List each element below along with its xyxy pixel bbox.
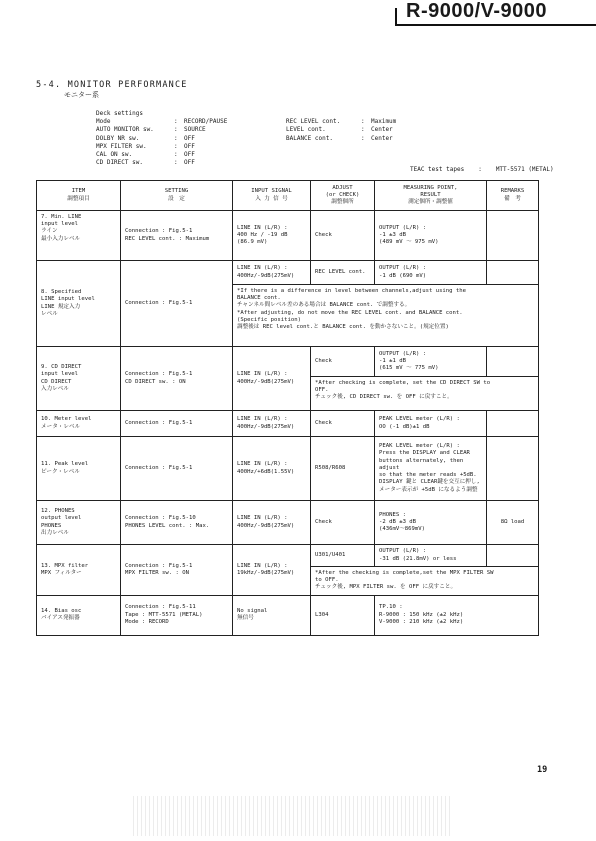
adjust-cell: R508/R608 (311, 437, 375, 501)
adjust-cell: Check (311, 347, 375, 377)
deck-settings-title: Deck settings (96, 110, 143, 117)
header-input-signal: INPUT SIGNAL 入 力 信 号 (233, 181, 311, 211)
setting-value: Center (371, 126, 393, 134)
test-tapes-label: TEAC test tapes (410, 166, 465, 173)
deck-settings (96, 110, 396, 167)
test-tapes (410, 166, 554, 173)
colon: : (174, 159, 178, 167)
item-cell: 7. Min. LINE input level ライン 最小入力レベル (37, 211, 121, 261)
setting-cell: Connection : Fig.5-1 MPX FILTER sw. : ON (121, 545, 233, 596)
input-cell: No signal 無信号 (233, 595, 311, 635)
table-header-row (37, 181, 539, 211)
header-result: MEASURING POINT, RESULT 測定個所・調整値 (375, 181, 487, 211)
input-cell: LINE IN (L/R) : 400Hz/-9dB(275mV) (233, 501, 311, 545)
setting-value: SOURCE (184, 126, 206, 134)
remarks-cell: 8Ω load (487, 501, 539, 545)
table-row (37, 437, 539, 501)
setting-value: Maximum (371, 118, 397, 126)
colon: : (174, 126, 178, 134)
remarks-cell (487, 347, 539, 377)
result-cell: OUTPUT (L/R) : -1 ±3 dB (489 mV ～ 975 mV) (375, 211, 487, 261)
item-cell: 10. Meter level メータ・レベル (37, 411, 121, 437)
header-rule (395, 24, 596, 26)
note-cell: *After checking is complete, set the CD DIRECT SW to OFF. チェック後, CD DIRECT sw. を OFF に戻すこと。 (311, 377, 539, 411)
colon: : (174, 134, 178, 142)
setting-value: OFF (184, 159, 195, 167)
remarks-cell (487, 437, 539, 501)
setting-value: OFF (184, 134, 195, 142)
header-setting: SETTING 設 定 (121, 181, 233, 211)
model-title: R-9000/V-9000 (406, 0, 548, 22)
scan-artifact-marks (130, 796, 450, 836)
setting-label: REC LEVEL cont. (286, 118, 341, 126)
setting-value: OFF (184, 151, 195, 159)
header-adjust: ADJUST (or CHECK) 調整個所 (311, 181, 375, 211)
setting-cell: Connection : Fig.5-1 REC LEVEL cont. : Maximum (121, 211, 233, 261)
result-cell: OUTPUT (L/R) : -1 dB (690 mV) (375, 261, 487, 285)
deck-setting-row (96, 118, 396, 126)
table-row (37, 211, 539, 261)
colon: : (174, 142, 178, 150)
setting-cell: Connection : Fig.5-10 PHONES LEVEL cont. : Max. (121, 501, 233, 545)
table-row (37, 545, 539, 567)
deck-setting-row (96, 135, 396, 143)
input-cell: LINE IN (L/R) : 19kHz/-9dB(275mV) (233, 545, 311, 596)
deck-setting-row (96, 151, 396, 159)
header-bar (395, 8, 397, 25)
result-cell: OUTPUT (L/R) : -1 ±1 dB (615 mV ～ 775 mV) (375, 347, 487, 377)
page-number: 19 (537, 765, 548, 775)
item-cell: 14. Bias osc バイアス発振器 (37, 595, 121, 635)
input-cell: LINE IN (L/R) : 400Hz/+6dB(1.55V) (233, 437, 311, 501)
note-cell: *If there is a difference in level between channels,adjust using the BALANCE cont. チャンネル間レベル差のある場合は BALANCE cont. で調整する。 *After adjusting, do not move the REC LEVEL cont. and BALANCE cont. (Specific position) 調整後は REC level cont.と BALANCE cont. を動かさないこと。(規定位置) (233, 285, 539, 347)
test-tapes-value: MTT-5571 (METAL) (495, 166, 554, 173)
setting-value: Center (371, 134, 393, 142)
input-cell: LINE IN (L/R) : 400Hz/-9dB(275mV) (233, 347, 311, 411)
setting-label: CAL ON sw. (96, 151, 133, 159)
setting-label: DOLBY NR sw. (96, 134, 140, 142)
adjust-cell: Check (311, 411, 375, 437)
remarks-cell (487, 545, 539, 567)
remarks-cell (487, 261, 539, 285)
input-cell: LINE IN (L/R) : 400Hz/-9dB(275mV) (233, 411, 311, 437)
result-cell: PEAK LEVEL meter (L/R) : Press the DISPLAY and CLEAR buttons alternately, then adjust so that the meter reads +5dB. DISPLAY 鍵と CLEAR鍵を交互に押し, メーター表示が +5dB になるよう調整 (375, 437, 487, 501)
item-cell: 13. MPX filter MPX フィルター (37, 545, 121, 596)
table-row (37, 261, 539, 285)
colon: : (174, 118, 178, 126)
setting-value: OFF (184, 142, 195, 150)
setting-cell: Connection : Fig.5-1 CD DIRECT sw. : ON (121, 347, 233, 411)
deck-setting-row (96, 126, 396, 134)
colon: : (361, 134, 365, 142)
input-cell: LINE IN (L/R) : 400Hz/-9dB(275mV) (233, 261, 311, 285)
result-cell: OUTPUT (L/R) : -31 dB (21.8mV) or less (375, 545, 487, 567)
adjust-cell: Check (311, 211, 375, 261)
adjust-cell: L304 (311, 595, 375, 635)
input-cell: LINE IN (L/R) : 400 Hz / -19 dB (86.9 mV) (233, 211, 311, 261)
header-remarks: REMARKS 備 考 (487, 181, 539, 211)
setting-label: Mode (96, 118, 111, 126)
remarks-cell (487, 211, 539, 261)
setting-cell: Connection : Fig.5-1 (121, 261, 233, 347)
section-subtitle: モニター系 (64, 91, 99, 99)
setting-cell: Connection : Fig.5-1 (121, 411, 233, 437)
item-cell: 12. PHONES output level PHONES 出力レベル (37, 501, 121, 545)
adjust-cell: U301/U401 (311, 545, 375, 567)
section-title: 5-4. MONITOR PERFORMANCE (36, 80, 188, 90)
remarks-cell (487, 411, 539, 437)
item-cell: 9. CD DIRECT input level CD DIRECT 入力レベル (37, 347, 121, 411)
note-cell: *After the checking is complete,set the MPX FILTER SW to OFF. チェック後, MPX FILTER sw. を OFF に戻すこと。 (311, 567, 539, 596)
colon: : (174, 151, 178, 159)
colon: : (361, 126, 365, 134)
item-cell: 8. Specified LINE input level LINE 規定入力 レベル (37, 261, 121, 347)
result-cell: PEAK LEVEL meter (L/R) : OO (-1 dB)±1 dB (375, 411, 487, 437)
setting-label: MPX FILTER sw. (96, 142, 147, 150)
colon: : (361, 118, 365, 126)
item-cell: 11. Peak level ピーク・レベル (37, 437, 121, 501)
setting-cell: Connection : Fig.5-11 Tape : MTT-5571 (METAL) Mode : RECORD (121, 595, 233, 635)
table-row (37, 595, 539, 635)
header-item: ITEM 調整項目 (37, 181, 121, 211)
setting-label: AUTO MONITOR sw. (96, 126, 154, 134)
deck-setting-row (96, 143, 396, 151)
result-cell: PHONES : -2 dB ±3 dB (436mV～869mV) (375, 501, 487, 545)
setting-label: BALANCE cont. (286, 134, 333, 142)
result-cell: TP.10 : R-9000 : 150 kHz (±2 kHz) V-9000 : 210 kHz (±2 kHz) (375, 595, 539, 635)
adjust-cell: Check (311, 501, 375, 545)
setting-label: LEVEL cont. (286, 126, 326, 134)
table-row (37, 501, 539, 545)
monitor-performance-table (36, 180, 539, 636)
setting-value: RECORD/PAUSE (184, 118, 228, 126)
setting-label: CD DIRECT sw. (96, 159, 143, 167)
adjust-cell: REC LEVEL cont. (311, 261, 375, 285)
setting-cell: Connection : Fig.5-1 (121, 437, 233, 501)
table-row (37, 347, 539, 377)
colon: : (478, 166, 482, 173)
deck-setting-row (96, 159, 396, 167)
table-row (37, 411, 539, 437)
